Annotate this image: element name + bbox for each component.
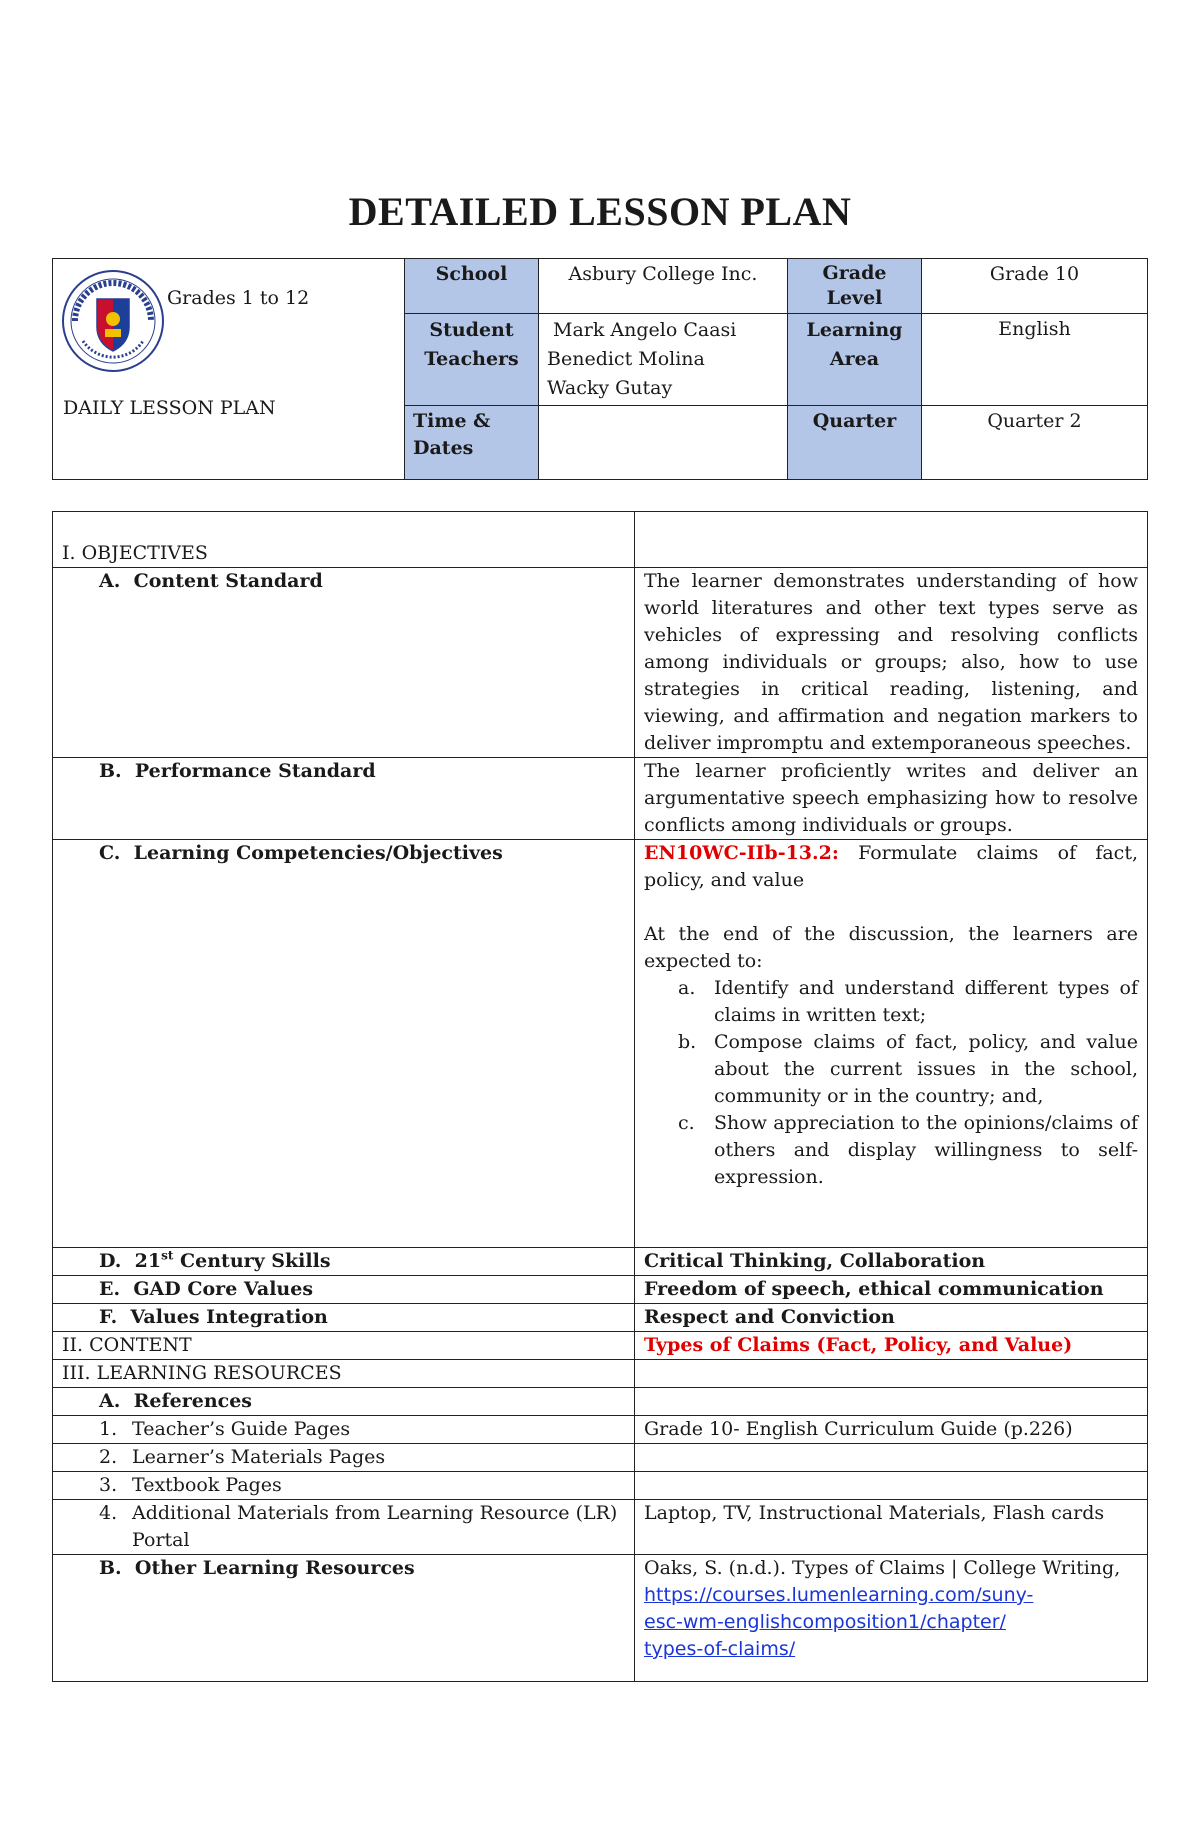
teacher-name: Wacky Gutay <box>547 377 673 399</box>
dates-label: Dates <box>413 437 474 459</box>
teachers-guide-value: Grade 10- English Curriculum Guide (p.226) <box>635 1416 1148 1444</box>
time-dates-label <box>405 406 539 480</box>
content-heading: II. CONTENT <box>53 1332 635 1360</box>
competencies-label: C. Learning Competencies/Objectives <box>53 840 635 1248</box>
learning-area-label: Learning Area <box>788 314 922 406</box>
objectives-list <box>644 975 1138 1191</box>
school-value: Asbury College Inc. <box>539 259 788 314</box>
teacher-name: Benedict Molina <box>547 348 705 370</box>
resource-link[interactable]: https://courses.lumenlearning.com/suny- esc-wm-englishcomposition1/chapter/ types-of-claims/ <box>644 1584 1034 1660</box>
content-standard-value: The learner demonstrates understanding of how world literatures and other text types serve as vehicles of expressing and resolving conflicts among individuals or groups; also, how to use strategies in critical reading, listening, and viewing, and affirmation and negation markers to deliver impromptu and extemporaneous speeches. <box>635 568 1148 758</box>
references-value <box>635 1388 1148 1416</box>
time-dates-value <box>539 406 788 480</box>
quarter-label: Quarter <box>788 406 922 480</box>
lesson-plan-table <box>52 511 1148 1682</box>
daily-lesson-plan-label: DAILY LESSON PLAN <box>63 397 276 419</box>
header-table <box>52 258 1148 480</box>
competency-code: EN10WC-IIb-13.2: <box>644 842 839 864</box>
grade-level-label: Grade Level <box>788 259 922 314</box>
additional-materials-label: 4. Additional Materials from Learning Resource (LR) Portal <box>53 1500 635 1555</box>
content-value: Types of Claims (Fact, Policy, and Value) <box>635 1332 1148 1360</box>
performance-standard-label: B. Performance Standard <box>53 758 635 840</box>
competencies-value <box>635 840 1148 1248</box>
learning-resources-heading: III. LEARNING RESOURCES <box>53 1360 635 1388</box>
citation-text: Oaks, S. (n.d.). Types of Claims | College Writing, <box>644 1557 1121 1579</box>
century-skills-value: Critical Thinking, Collaboration <box>635 1248 1148 1276</box>
teachers-guide-label: 1. Teacher’s Guide Pages <box>53 1416 635 1444</box>
list-item: b. Compose claims of fact, policy, and value about the current issues in the school, community or in the country; and, <box>678 1031 1138 1107</box>
competency-code-line <box>644 840 1138 894</box>
teacher-name: Mark Angelo Caasi <box>553 319 737 341</box>
school-label: School <box>405 259 539 314</box>
objectives-value <box>635 512 1148 568</box>
additional-materials-value: Laptop, TV, Instructional Materials, Flash cards <box>635 1500 1148 1555</box>
learners-materials-value <box>635 1444 1148 1472</box>
other-resources-label: B. Other Learning Resources <box>53 1555 635 1682</box>
student-teachers-value <box>539 314 788 406</box>
century-skills-label: D. 21st Century Skills <box>53 1248 635 1276</box>
list-item: c. Show appreciation to the opinions/claims of others and display willingness to self-expression. <box>678 1112 1138 1188</box>
student-teachers-label: Student Teachers <box>405 314 539 406</box>
deped-seal-icon <box>61 269 165 373</box>
textbook-pages-value <box>635 1472 1148 1500</box>
learning-resources-value <box>635 1360 1148 1388</box>
learners-materials-label: 2. Learner’s Materials Pages <box>53 1444 635 1472</box>
gad-core-values-value: Freedom of speech, ethical communication <box>635 1276 1148 1304</box>
textbook-pages-label: 3. Textbook Pages <box>53 1472 635 1500</box>
competency-intro: At the end of the discussion, the learners are expected to: <box>644 923 1138 972</box>
logo-cell <box>53 259 405 480</box>
learning-area-value: English <box>922 314 1148 406</box>
objectives-heading: I. OBJECTIVES <box>53 512 635 568</box>
time-label: Time & <box>413 410 491 432</box>
gad-core-values-label: E. GAD Core Values <box>53 1276 635 1304</box>
content-standard-label: A. Content Standard <box>53 568 635 758</box>
grades-label: Grades 1 to 12 <box>167 287 310 309</box>
quarter-value: Quarter 2 <box>922 406 1148 480</box>
page-title: DETAILED LESSON PLAN <box>348 189 852 234</box>
values-integration-label: F. Values Integration <box>53 1304 635 1332</box>
performance-standard-value: The learner proficiently writes and deliver an argumentative speech emphasizing how to resolve conflicts among individuals or groups. <box>635 758 1148 840</box>
other-resources-value <box>635 1555 1148 1682</box>
list-item: a. Identify and understand different types of claims in written text; <box>678 977 1138 1026</box>
competency-text: Formulate claims of fact, policy, and value <box>644 842 1138 891</box>
references-label: A. References <box>53 1388 635 1416</box>
grade-level-value: Grade 10 <box>922 259 1148 314</box>
values-integration-value: Respect and Conviction <box>635 1304 1148 1332</box>
